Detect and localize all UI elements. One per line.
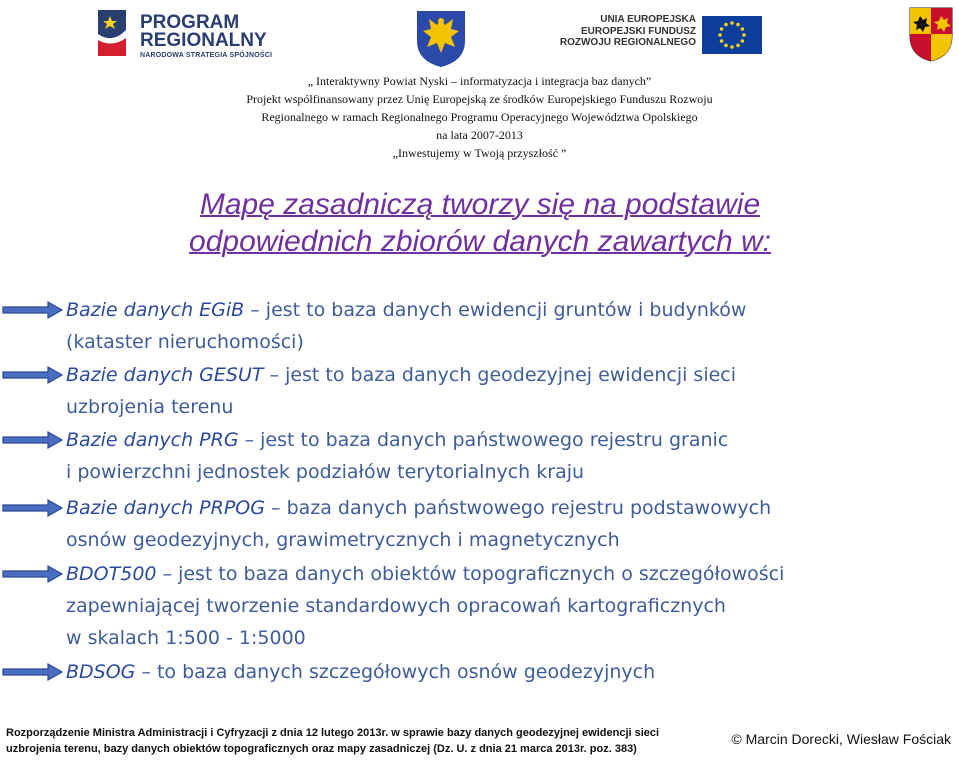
- eu-logo: [559, 14, 762, 56]
- header-line-5: „Inwestujemy w Twoją przyszłość ”: [392, 146, 567, 160]
- eu-flag-icon: [702, 16, 762, 54]
- legal-reference: [6, 725, 660, 757]
- program-logo-text: [140, 14, 267, 50]
- item-description: – jest to baza danych obiektów topograficznych o szczegółowości: [156, 563, 785, 585]
- item-key: Bazie danych EGiB: [66, 299, 245, 321]
- slide-title-line1: Mapę zasadniczą tworzy się na podstawie: [199, 188, 761, 221]
- right-arrow-icon: [2, 300, 64, 320]
- item-key: BDSOG: [66, 661, 136, 683]
- item-description-continued: uzbrojenia terenu: [66, 396, 234, 418]
- program-regionalny-logo: [96, 8, 296, 63]
- right-arrow-icon: [2, 498, 64, 518]
- item-description-continued: zapewniającej tworzenie standardowych opracowań kartograficznych: [66, 595, 726, 617]
- project-header: [0, 72, 959, 162]
- right-arrow-icon: [2, 662, 64, 682]
- program-logo-subtitle: NARODOWA STRATEGIA SPÓJNOŚCI: [140, 52, 273, 59]
- item-description: – baza danych państwowego rejestru podstawowych: [264, 497, 772, 519]
- header-line-3: Regionalnego w ramach Regionalnego Programu Operacyjnego Województwa Opolskiego: [261, 110, 698, 124]
- item-description-continued: (kataster nieruchomości): [66, 331, 304, 353]
- nysa-coat-of-arms-logo: [908, 6, 954, 62]
- right-arrow-icon: [2, 365, 64, 385]
- eu-logo-line1: UNIA EUROPEJSKA: [600, 14, 696, 25]
- eu-logo-text: [560, 14, 696, 49]
- slide-title: [40, 186, 920, 260]
- item-description: – to baza danych szczegółowych osnów geodezyjnych: [135, 661, 656, 683]
- item-key: BDOT500: [66, 563, 157, 585]
- eu-logo-line3: ROZWOJU REGIONALNEGO: [559, 37, 696, 48]
- item-key: Bazie danych PRG: [66, 429, 239, 451]
- slide-title-line2: odpowiednich zbiorów danych zawartych w:: [189, 225, 771, 258]
- item-key: Bazie danych GESUT: [66, 364, 264, 386]
- item-description: – jest to baza danych geodezyjnej ewidencji sieci: [263, 364, 737, 386]
- eagle-emblem-icon: [413, 7, 469, 69]
- item-description: – jest to baza danych ewidencji gruntów i budynków: [244, 299, 747, 321]
- item-description-continued: i powierzchni jednostek podziałów terytorialnych kraju: [66, 461, 585, 483]
- program-logo-line2: REGIONALNY: [140, 30, 267, 51]
- header-line-2: Projekt współfinansowany przez Unię Europejską ze środków Europejskiego Funduszu Rozwoju: [246, 92, 713, 106]
- eu-logo-line2: EUROPEJSKI FUNDUSZ: [580, 25, 696, 37]
- program-logo-line1: PROGRAM: [140, 12, 240, 33]
- header-line-4: na lata 2007-2013: [436, 128, 523, 142]
- coat-of-arms-icon: [908, 6, 954, 62]
- program-flag-icon: [96, 8, 130, 58]
- item-description: – jest to baza danych państwowego rejestru granic: [238, 429, 729, 451]
- right-arrow-icon: [2, 564, 64, 584]
- authors-credit: © Marcin Dorecki, Wiesław Fościak: [731, 731, 951, 747]
- opolskie-eagle-logo: [413, 7, 469, 69]
- item-description-continued: w skalach 1:500 - 1:5000: [66, 627, 306, 649]
- header-line-1: „ Interaktywny Powiat Nyski – informatyzacja i integracja baz danych”: [307, 74, 652, 88]
- item-description-continued: osnów geodezyjnych, grawimetrycznych i magnetycznych: [66, 529, 620, 551]
- item-key: Bazie danych PRPOG: [66, 497, 265, 519]
- right-arrow-icon: [2, 430, 64, 450]
- legal-reference-line2: uzbrojenia terenu, bazy danych obiektów topograficznych oraz mapy zasadniczej (Dz. U. z dnia 21 marca 2013r. poz. 383): [6, 743, 637, 755]
- legal-reference-line1: Rozporządzenie Ministra Administracji i Cyfryzacji z dnia 12 lutego 2013r. w sprawie bazy danych geodezyjnej ewidencji sieci: [6, 727, 660, 739]
